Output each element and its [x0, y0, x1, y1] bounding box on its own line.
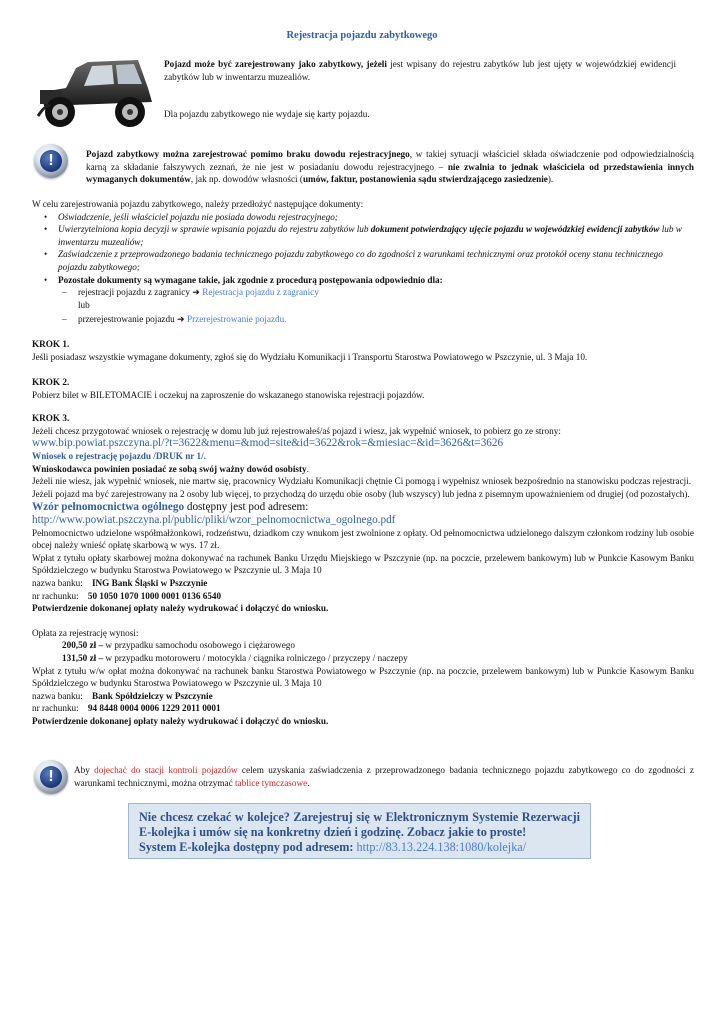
form-name[interactable]: Wniosek o rejestrację pojazdu /DRUK nr 1/.: [32, 451, 206, 462]
stamp-duty-payment-note: Wpłat z tytułu opłaty skarbowej można dokonywać na rachunek Banku Urzędu Miejskiego w Pszczynie (np. na poczcie, przelewem bankowym) lub w Punkcie Kasowym Banku Spółdzielczego w budynku Starostwa Powiatowego w Pszczynie ul. 3 Maja 10: [32, 552, 694, 576]
fees-lead: Opłata za rejestrację wynosi:: [32, 627, 139, 638]
power-of-attorney-line: Wzór pełnomocnictwa ogólnego dostępny jest pod adresem:: [32, 500, 309, 513]
step-1-heading: KROK 1.: [32, 339, 70, 349]
doc-item-decision-copy: • Uwierzytelniona kopia decyzji w sprawie wpisania pojazdu do rejestru zabytków lub dokument potwierdzający ujęcie pojazdu w wojewódzkiej ewidencji zabytków lub w inwentarzu muzealiów;: [32, 223, 694, 248]
sub-item-reregistration: – przerejestrowanie pojazdu ➜ Przerejestrowanie pojazdu.: [32, 313, 694, 326]
step-3-text: Jeżeli chcesz przygotować wniosek o rejestrację w domu lub już rejestrowałeś/aś pojazd i wiesz, jak wypełnić wniosek, to pobierz go ze strony:: [32, 425, 561, 436]
doc-item-technical-certificate: • Zaświadczenie z przeprowadzonego badania technicznego pojazdu zabytkowego co do zgodności z warunkami technicznymi oraz protokół oceny stanu technicznego pojazdu zabytkowego;: [32, 248, 694, 273]
doc-item-other-documents: • Pozostałe dokumenty są wymagane takie, jak zgodnie z procedurą postępowania odpowiednio dla:: [32, 274, 694, 287]
sub-item-foreign: – rejestracji pojazdu z zagranicy ➜ Rejestracja pojazdu z zagranicy: [32, 286, 694, 299]
confirmation-note-2: Potwierdzenie dokonanej opłaty należy wydrukować i dołączyć do wniosku.: [32, 715, 329, 726]
warning-icon: !: [34, 144, 68, 178]
confirmation-note-1: Potwierdzenie dokonanej opłaty należy wydrukować i dołączyć do wniosku.: [32, 603, 329, 614]
step-3-heading: KROK 3.: [32, 413, 70, 423]
page-title: Rejestracja pojazdu zabytkowego: [286, 30, 438, 41]
link-temporary-plates[interactable]: tablice tymczasowe: [234, 777, 308, 788]
arrow-right-icon: ➜: [192, 287, 200, 298]
power-of-attorney-link[interactable]: http://www.powiat.pszczyna.pl/public/pliki/wzor_pelnomocnictwa_ogolnego.pdf: [32, 513, 396, 526]
link-inspection-station[interactable]: dojechać do stacji kontroli pojazdów: [94, 765, 238, 775]
documents-section: [32, 198, 694, 326]
e-queue-address: System E-kolejka dostępny pod adresem: http://83.13.224.138:1080/kolejka/: [139, 840, 527, 854]
fee-motorcycle: 131,50 zł – w przypadku motoroweru / motocykla / ciągnika rolniczego / przyczepy / naczepy: [62, 652, 408, 663]
link-foreign-registration[interactable]: Rejestracja pojazdu z zagranicy: [202, 287, 319, 298]
link-reregistration[interactable]: Przerejestrowanie pojazdu.: [186, 314, 287, 325]
sub-or: lub: [78, 299, 90, 310]
arrow-right-icon: ➜: [176, 314, 185, 325]
documents-lead: W celu zarejestrowania pojazdu zabytkowego, należy przedłożyć następujące dokumenty:: [32, 199, 364, 209]
temporary-plates-note: Aby dojechać do stacji kontroli pojazdów celem uzyskania zaświadczenia z przeprowadzonego badania technicznego pojazdu zabytkowego co do zgodności z warunkami technicznymi, można otrzymać tablice tymczasowe.: [74, 765, 694, 788]
warning-icon: !: [34, 760, 68, 794]
bank-2-name: nazwa banku: Bank Spółdzielczy w Pszczynie: [32, 690, 213, 701]
doc-item-declaration: • Oświadczenie, jeśli właściciel pojazdu nie posiada dowodu rejestracyjnego;: [32, 211, 694, 224]
step-2-heading: KROK 2.: [32, 377, 70, 387]
registration-fee-payment-note: Wpłat z tytułu w/w opłat można dokonywać na rachunek banku Starostwa Powiatowego w Pszczynie (np. na poczcie, przelewem bankowym) lub w Punkcie Kasowym Banku Spółdzielczego w budynku Starostwa Powiatowego w Pszczynie ul. 3 Maja 10: [32, 665, 694, 689]
power-of-attorney-fee-note: Pełnomocnictwo udzielone współmałżonkowi, rodzeństwu, dziadkom czy wnukom jest zwolnione z opłaty. Od pełnomocnictwa udzielonego dalszym członkom rodziny lub osobie obcej należy wnieść opłatę skarbową w wys. 17 zł.: [32, 527, 694, 551]
step-1-text: Jeśli posiadasz wszystkie wymagane dokumenty, zgłoś się do Wydziału Komunikacji i Transportu Starostwa Powiatowego w Pszczynie, ul. 3 Maja 10.: [32, 351, 588, 362]
step-2: [32, 376, 694, 401]
step-2-text: Pobierz bilet w BILETOMACIE i oczekuj na zaproszenie do wskazanego stanowiska rejestracji pojazdów.: [32, 389, 425, 400]
warning-registration-note: Pojazd zabytkowy można zarejestrować pomimo braku dowodu rejestracyjnego, w takiej sytuacji właściciel składa oświadczenie pod odpowiedzialnością karną za składanie fałszywych zeznań, że nie jest w posiadaniu dowodu rejestracyjnego – nie zwalnia to jednak właściciela od przedstawienia innych wymaganych dokumentów, jak np. dowodów własności (umów, faktur, postanowienia sądu stwierdzającego zasiedzenie).: [86, 149, 695, 185]
step-3: [32, 412, 694, 727]
form-download-link[interactable]: www.bip.powiat.pszczyna.pl/?t=3622&menu=&mod=site&id=3622&rok=&miesiac=&id=3626&t=3626: [32, 437, 504, 450]
intro-paragraph: Pojazd może być zarejestrowany jako zabytkowy, jeżeli jest wpisany do rejestru zabytków lub jest ujęty w wojewódzkiej ewidencji zabytków lub w inwentarzu muzealiów.: [164, 59, 676, 82]
id-document-note: Wnioskodawca powinien posiadać ze sobą swój ważny dowód osobisty.: [32, 463, 309, 474]
fee-car: 200,50 zł – w przypadku samochodu osobowego i ciężarowego: [62, 640, 295, 651]
intro-note: Dla pojazdu zabytkowego nie wydaje się karty pojazdu.: [164, 109, 370, 119]
bank-2-account: nr rachunku: 94 8448 0004 0006 1229 2011 0001: [32, 703, 221, 714]
step-1: [32, 338, 694, 363]
e-queue-promo-box: [128, 803, 591, 859]
vintage-car-image: [36, 54, 154, 132]
e-queue-promo-text: Nie chcesz czekać w kolejce? Zarejestruj się w Elektronicznym Systemie Rezerwacji E-kolejka i umów się na konkretny dzień i godzinę. Zobacz jakie to proste!: [139, 810, 580, 839]
e-queue-link[interactable]: http://83.13.224.138:1080/kolejka/: [356, 840, 527, 854]
bank-1-name: nazwa banku: ING Bank Śląski w Pszczynie: [32, 577, 208, 588]
bank-1-account: nr rachunku: 50 1050 1070 1000 0001 0136 6540: [32, 590, 222, 601]
help-note: Jeżeli nie wiesz, jak wypełnić wniosek, nie martw się, pracownicy Wydziału Komunikacji chętnie Ci pomogą i wypełnisz wniosek bezpośrednio na stanowisku podczas rejestracji.: [32, 476, 692, 487]
multi-owner-note: Jeżeli pojazd ma być zarejestrowany na 2 osoby lub więcej, to przychodzą do urzędu obie osoby (lub wszyscy) lub jedna z pisemnym upoważnieniem od drugiej (od pozostałych).: [32, 488, 690, 499]
